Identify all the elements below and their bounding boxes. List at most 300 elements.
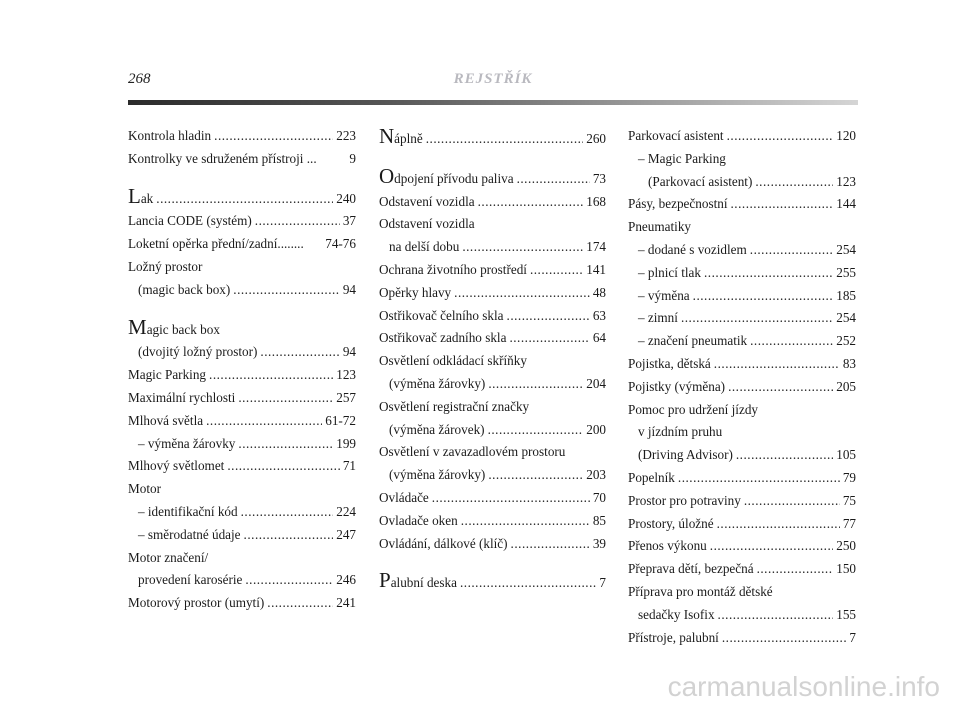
index-entry [628,285,856,308]
dot-leader [750,330,833,353]
entry-label: Kontrola hladin [128,128,212,143]
entry-line [628,376,856,399]
index-entry [628,330,856,353]
dot-leader [710,535,833,558]
entry-label: ak [140,190,154,206]
entry-text [138,433,235,456]
entry-label: dpojení přívodu paliva [394,170,514,186]
entry-text [128,256,202,279]
index-entry [628,125,856,148]
entry-line [128,433,356,456]
entry-label: Loketní opěrka přední/zadní........ [128,236,304,252]
page-ref: 185 [836,287,856,303]
dot-leader [717,513,840,536]
entry-label: Prostory, úložné [628,515,714,531]
entry-label: Kontrolky ve sdruženém přístroji ... [128,150,317,166]
index-entry [128,501,356,524]
entry-label: Pomoc pro udržení jízdy [628,401,759,417]
page-ref: 224 [336,503,356,519]
index-entry [379,533,606,556]
section-initial: M [128,314,147,339]
index-entry [128,524,356,547]
entry-line [628,285,856,308]
entry-label: – zimní [638,310,678,326]
index-entry [128,148,356,171]
entry-label: Pneumatiky [628,219,692,235]
entry-label: Příprava pro montáž dětské [628,583,773,599]
dot-leader [432,487,590,510]
entry-text [138,569,242,592]
entry-text [379,213,475,236]
entry-label: – dodané s vozidlem [638,241,747,257]
section-gap [128,171,356,185]
page-ref: 247 [336,526,356,542]
entry-text [128,478,161,501]
entry-label: v jízdním pruhu [638,424,723,440]
dot-leader [214,125,333,148]
entry-line [128,316,356,342]
entry-text [389,419,485,442]
entry-text [628,627,719,650]
page-ref: 61-72 [325,412,356,428]
index-entry [128,478,356,501]
dot-leader [755,171,833,194]
entry-text [138,279,230,302]
index-section-entry [379,165,606,191]
page-ref: 7 [599,575,606,591]
entry-label: Motor značení/ [128,549,209,565]
entry-label: Osvětlení registrační značky [379,398,530,414]
dot-leader [714,353,840,376]
entry-text [628,558,754,581]
entry-line [379,487,606,510]
entry-text [128,185,153,211]
page-ref: 199 [336,435,356,451]
dot-leader [507,305,590,328]
entry-line [128,478,356,501]
entry-label: Osvětlení odkládací skříňky [379,353,527,369]
page-ref: 94 [342,344,356,360]
entry-line [128,279,356,302]
dot-leader [744,490,840,513]
page-ref: 85 [592,512,606,528]
entry-label: Ovládače [379,489,429,505]
page-ref: 37 [342,213,356,229]
entry-text [379,305,504,328]
entry-label: Osvětlení v zavazadlovém prostoru [379,444,566,460]
entry-text [379,441,565,464]
entry-line [379,419,606,442]
entry-line [379,533,606,556]
dot-leader [238,387,333,410]
entry-text [628,513,714,536]
index-entry [128,364,356,387]
entry-label: (Driving Advisor) [638,447,733,463]
index-entry [628,513,856,536]
entry-line [128,341,356,364]
entry-line [128,148,356,171]
entry-label: Popelník [628,469,675,485]
entry-label: Ovládání, dálkové (klíč) [379,535,508,551]
index-entry [128,433,356,456]
dot-leader [488,373,583,396]
entry-text [379,259,527,282]
index-entry [628,239,856,262]
index-entry [379,510,606,533]
index-entry [628,399,856,467]
dot-leader [233,279,340,302]
dot-leader [245,569,333,592]
entry-text [628,376,725,399]
dot-leader [209,364,333,387]
entry-line [379,165,606,191]
entry-text [628,353,711,376]
dot-leader [460,572,596,595]
entry-line [628,125,856,148]
section-gap [379,151,606,165]
index-entry [379,282,606,305]
page-ref: 79 [842,469,856,485]
dot-leader [722,627,847,650]
header-rule [128,100,858,105]
page-ref: 71 [342,458,356,474]
entry-line [628,581,856,604]
index-entry [628,558,856,581]
entry-text [638,262,701,285]
page-ref: 223 [336,128,356,143]
index-entry [379,259,606,282]
page-ref: 83 [842,355,856,371]
entry-line [628,148,856,171]
entry-text [128,387,235,410]
entry-text [628,193,728,216]
entry-text [628,125,724,148]
entry-label: Maximální rychlosti [128,389,236,405]
entry-line [379,282,606,305]
dot-leader [509,327,589,350]
page-ref: 250 [836,538,856,554]
entry-text [628,490,741,513]
page-ref: 240 [336,190,356,206]
entry-text [379,125,423,151]
entry-line [128,364,356,387]
entry-line [628,604,856,627]
index-entry [379,327,606,350]
dot-leader [260,341,339,364]
entry-text [128,210,252,233]
entry-label: Motor [128,481,161,497]
entry-line [628,353,856,376]
page-ref: 123 [336,367,356,383]
entry-line [379,213,606,236]
entry-line [628,444,856,467]
entry-text [128,316,220,342]
page-ref: 246 [336,572,356,588]
entry-label: – výměna žárovky [138,435,236,451]
page-header [128,62,858,112]
dot-leader [206,410,322,433]
index-entry [379,487,606,510]
entry-line [628,239,856,262]
entry-label: Ostřikovač zadního skla [379,330,507,346]
dot-leader [757,558,834,581]
entry-text [128,364,206,387]
entry-line [628,330,856,353]
entry-line [628,558,856,581]
entry-line [128,410,356,433]
entry-line [379,373,606,396]
dot-leader [750,239,833,262]
dot-leader [478,191,584,214]
entry-label: (dvojitý ložný prostor) [138,344,258,360]
index-entry [628,353,856,376]
page-ref: 9 [349,150,356,166]
entry-text [628,535,707,558]
entry-text [638,330,747,353]
entry-label: Mlhová světla [128,412,204,428]
entry-line [128,256,356,279]
index-entry [628,490,856,513]
dot-leader [454,282,590,305]
index-entry [128,233,356,256]
page-ref: 120 [836,128,856,143]
entry-line [379,569,606,595]
page-ref: 254 [836,310,856,326]
dot-leader [241,501,334,524]
section-initial: L [128,183,141,208]
entry-line [128,569,356,592]
dot-leader [728,376,833,399]
entry-text [128,592,264,615]
dot-leader [238,433,333,456]
page-ref: 241 [336,595,356,611]
dot-leader [530,259,583,282]
entry-text [379,350,527,373]
page-ref: 255 [836,264,856,280]
index-entry [628,262,856,285]
entry-label: – identifikační kód [138,503,238,519]
watermark: carmanualsonline.info [667,671,940,702]
index-entry [628,216,856,239]
entry-label: Magic Parking [128,367,207,383]
page-ref: 74-76 [325,236,356,252]
entry-line [628,535,856,558]
page-ref: 75 [842,492,856,508]
index-entry [128,256,356,302]
dot-leader [426,128,583,151]
index-entry [128,210,356,233]
entry-line [628,399,856,422]
index-entry [628,627,856,650]
entry-text [638,444,733,467]
entry-label: – značení pneumatik [638,333,748,349]
entry-text [389,464,485,487]
entry-text [379,191,475,214]
entry-label: – výměna [638,287,690,303]
entry-line [379,464,606,487]
index-entry [379,396,606,442]
entry-line [379,327,606,350]
entry-label: Pojistky (výměna) [628,378,726,394]
entry-label: Přenos výkonu [628,538,707,554]
entry-text [379,165,514,191]
dot-leader [718,604,834,627]
page-ref: 48 [592,284,606,300]
dot-leader [678,467,840,490]
entry-label: – Magic Parking [638,150,726,166]
index-section-entry [379,569,606,595]
index-entry [128,125,356,148]
index-section-entry [128,185,356,211]
entry-label: Přístroje, palubní [628,629,719,645]
page-ref: 7 [849,629,856,645]
entry-line [628,467,856,490]
index-entry [628,535,856,558]
entry-line [128,455,356,478]
index-entry [628,581,856,627]
entry-label: Odstavení vozidla [379,193,475,209]
entry-line [128,387,356,410]
entry-text [128,547,208,570]
entry-text [638,148,726,171]
page-ref: 70 [592,489,606,505]
dot-leader [488,464,583,487]
entry-line [628,262,856,285]
entry-text [638,307,678,330]
section-gap [128,302,356,316]
entry-label: Mlhový světlomet [128,458,225,474]
index-entry [379,191,606,214]
entry-label: – směrodatné údaje [138,526,241,542]
entry-line [379,441,606,464]
entry-text [638,239,747,262]
entry-line [128,210,356,233]
index-entry [128,387,356,410]
index-section-entry [128,316,356,365]
page-ref: 63 [592,307,606,323]
entry-label: Ochrana životního prostředí [379,261,527,277]
entry-text [628,467,675,490]
entry-text [379,396,529,419]
entry-line [628,216,856,239]
page-ref: 77 [842,515,856,531]
index-entry [128,547,356,593]
entry-text [128,125,211,148]
entry-line [128,592,356,615]
entry-text [138,524,241,547]
page-ref: 39 [592,535,606,551]
dot-leader [488,419,584,442]
entry-line [379,259,606,282]
dot-leader [511,533,590,556]
index-entry [628,307,856,330]
page-ref: 73 [592,170,606,186]
page-ref: 260 [586,131,606,146]
dot-leader [693,285,834,308]
entry-line [628,627,856,650]
dot-leader [267,592,333,615]
page-ref: 252 [836,333,856,349]
dot-leader [156,188,333,211]
index-entry [379,441,606,487]
entry-line [628,421,856,444]
entry-line [379,350,606,373]
entry-label: agic back box [146,321,220,337]
entry-line [379,191,606,214]
entry-line [379,396,606,419]
page-number: 268 [128,71,151,87]
page-ref: 203 [586,467,606,483]
page-ref: 105 [836,447,856,463]
entry-text [628,399,758,422]
entry-label: Pojistka, dětská [628,355,711,371]
entry-label: alubní deska [390,575,457,591]
entry-label: (výměna žárovek) [389,421,485,437]
dot-leader [462,236,583,259]
dot-leader [244,524,334,547]
entry-label: Pásy, bezpečnostní [628,196,728,212]
page-title: REJSTŘÍK [453,71,533,87]
entry-text [389,373,485,396]
page-ref: 174 [586,239,606,255]
entry-line [628,490,856,513]
entry-line [128,125,356,148]
entry-line [128,233,356,256]
entry-label: Lancia CODE (systém) [128,213,252,229]
entry-label: Odstavení vozidla [379,216,475,232]
entry-text [379,510,458,533]
entry-label: Ostřikovač čelního skla [379,307,504,323]
entry-text [379,533,508,556]
entry-line [128,501,356,524]
page-ref: 64 [592,330,606,346]
entry-label: Opěrky hlavy [379,284,452,300]
entry-label: na delší dobu [389,239,460,255]
entry-label: Přeprava dětí, bezpečná [628,561,754,577]
page-ref: 94 [342,281,356,297]
dot-leader [736,444,833,467]
dot-leader [517,168,590,191]
entry-text [379,569,457,595]
index-column-1 [128,125,356,615]
dot-leader [727,125,834,148]
entry-text [628,581,773,604]
entry-text [138,341,257,364]
page-ref: 123 [836,173,856,189]
index-entry [628,148,856,194]
dot-leader [731,193,834,216]
entry-text [648,171,752,194]
entry-label: (Parkovací asistent) [648,173,753,189]
index-entry [628,376,856,399]
page-ref: 204 [586,375,606,391]
page-ref: 150 [836,561,856,577]
entry-line [128,524,356,547]
index-entry [128,592,356,615]
section-initial: P [379,568,391,593]
page-ref: 168 [586,193,606,209]
entry-text [128,455,224,478]
entry-label: – plnicí tlak [638,264,701,280]
entry-line [379,510,606,533]
page-ref: 257 [336,389,356,405]
entry-label: sedačky Isofix [638,606,715,622]
entry-label: Ložný prostor [128,258,203,274]
index-entry [379,213,606,259]
entry-label: Parkovací asistent [628,128,724,143]
entry-text [128,233,304,256]
dot-leader [461,510,590,533]
